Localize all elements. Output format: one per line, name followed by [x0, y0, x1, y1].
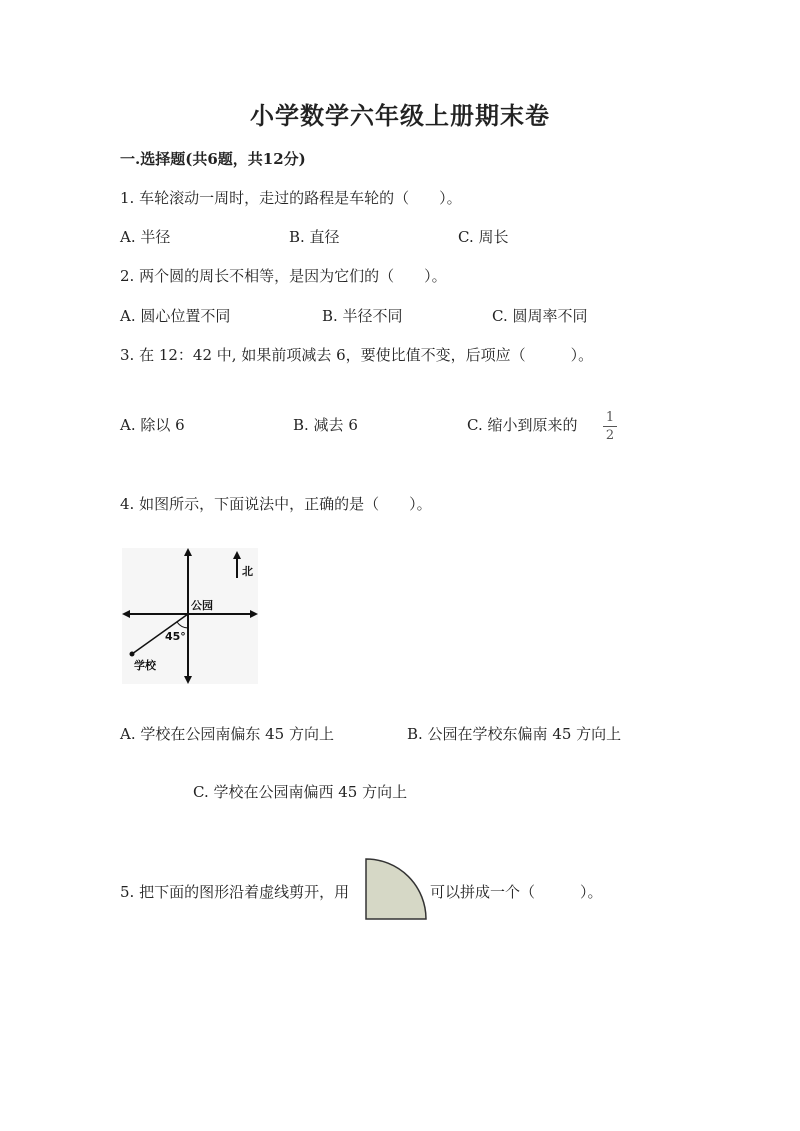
question-1-option-c: C. 周长: [458, 228, 509, 246]
park-label: 公园: [191, 599, 213, 612]
fraction-numerator: 1: [605, 410, 615, 425]
section-heading: 一.选择题(共6题，共12分): [120, 150, 306, 168]
north-label: 北: [242, 565, 253, 578]
question-2-stem: 2. 两个圆的周长不相等，是因为它们的（ ）。: [120, 267, 447, 285]
question-2-option-a: A. 圆心位置不同: [120, 307, 231, 325]
question-1-option-a: A. 半径: [120, 228, 171, 246]
question-5-stem-before: 5. 把下面的图形沿着虚线剪开，用: [120, 883, 350, 901]
question-2-option-b: B. 半径不同: [322, 307, 403, 325]
question-1-option-b: B. 直径: [289, 228, 340, 246]
question-3-option-c: C. 缩小到原来的: [467, 416, 578, 434]
question-4-option-a: A. 学校在公园南偏东 45 方向上: [120, 725, 334, 743]
question-3-option-a: A. 除以 6: [120, 416, 185, 434]
quarter-circle-fill: [366, 859, 426, 919]
school-label: 学校: [134, 659, 156, 672]
question-3-option-b: B. 减去 6: [293, 416, 358, 434]
question-3-stem: 3. 在 12：42 中, 如果前项减去 6，要使比值不变，后项应（ ）。: [120, 346, 594, 364]
direction-diagram: [122, 548, 258, 684]
question-4-option-c: C. 学校在公园南偏西 45 方向上: [193, 783, 408, 801]
question-2-option-c: C. 圆周率不同: [492, 307, 588, 325]
question-5-stem-after: 可以拼成一个（ ）。: [430, 883, 603, 901]
page-title: 小学数学六年级上册期末卷: [250, 101, 550, 130]
school-point: [130, 652, 135, 657]
question-4-stem: 4. 如图所示，下面说法中，正确的是（ ）。: [120, 495, 432, 513]
angle-label: 45°: [165, 630, 186, 643]
question-1-stem: 1. 车轮滚动一周时，走过的路程是车轮的（ ）。: [120, 189, 462, 207]
question-4-option-b: B. 公园在学校东偏南 45 方向上: [407, 725, 622, 743]
quarter-circle-shape: [364, 857, 428, 921]
fraction-bar: [603, 426, 617, 427]
fraction-denominator: 2: [605, 428, 615, 443]
fraction-one-half: [600, 410, 620, 443]
